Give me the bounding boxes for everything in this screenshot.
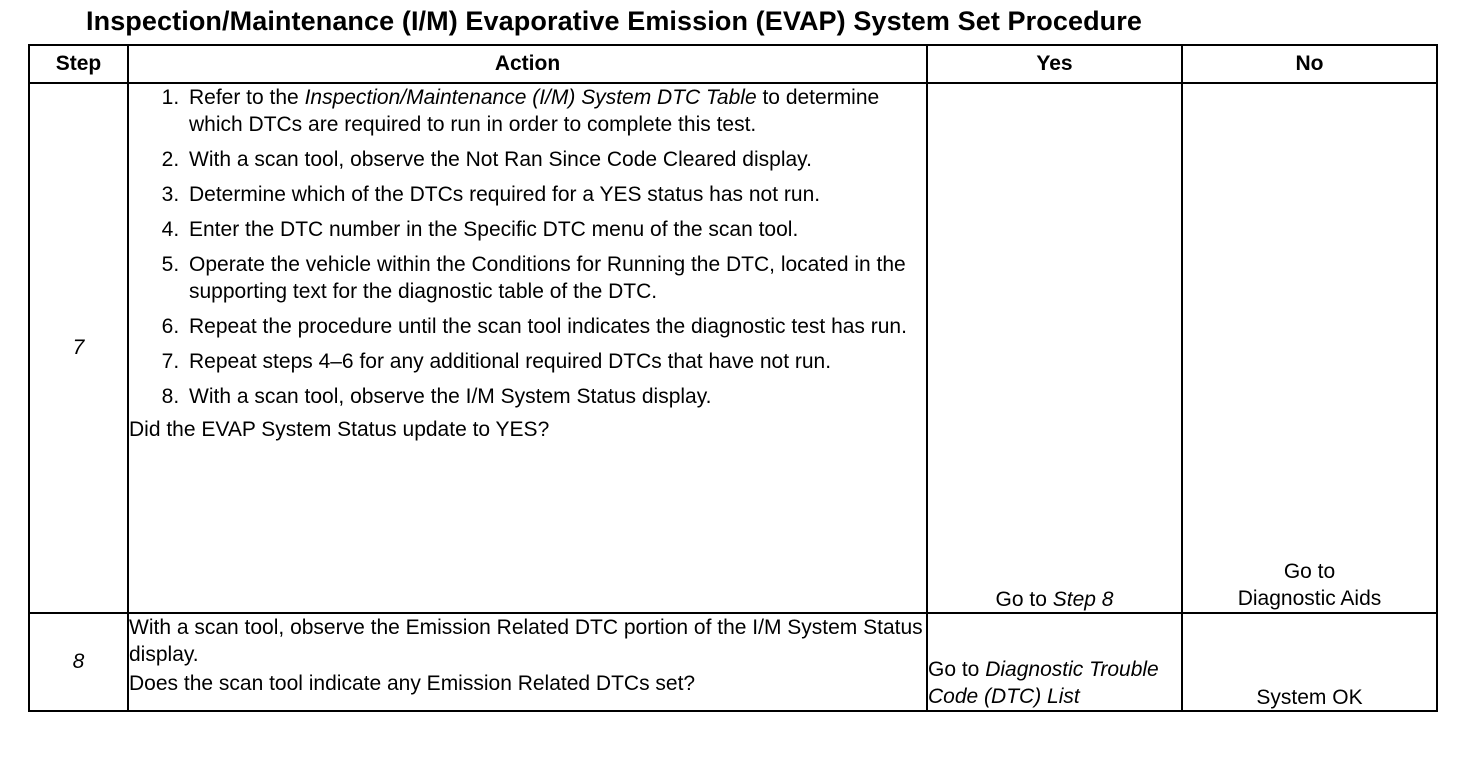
table-row-step-7 bbox=[29, 83, 1437, 613]
header-no: No bbox=[1182, 45, 1437, 83]
no-cell: System OK bbox=[1182, 613, 1437, 711]
table-row-step-8 bbox=[29, 613, 1437, 711]
step-number: 7 bbox=[29, 83, 128, 613]
action-cell bbox=[128, 83, 927, 613]
action-text: With a scan tool, observe the Emission Related DTC portion of the I/M System Status display. bbox=[129, 616, 923, 666]
yes-cell: Go to Diagnostic Trouble Code (DTC) List bbox=[927, 613, 1182, 711]
no-link[interactable]: Diagnostic Aids bbox=[1237, 587, 1382, 610]
header-yes: Yes bbox=[927, 45, 1182, 83]
header-action: Action bbox=[128, 45, 927, 83]
no-cell bbox=[1182, 83, 1437, 613]
header-step: Step bbox=[29, 45, 128, 83]
substep-8: 8. With a scan tool, observe the I/M System Status display. bbox=[185, 383, 926, 410]
substep-1: 1. Refer to the Inspection/Maintenance (I/M) System DTC Table to determine which DTCs are required to run in order to complete this test. bbox=[185, 84, 926, 138]
substep-6: 6. Repeat the procedure until the scan tool indicates the diagnostic test has run. bbox=[185, 313, 926, 340]
substep-list bbox=[129, 84, 926, 410]
step-question: Did the EVAP System Status update to YES? bbox=[129, 418, 550, 441]
page-title: Inspection/Maintenance (I/M) Evaporative Emission (EVAP) System Set Procedure bbox=[86, 6, 1142, 36]
substep-3: 3. Determine which of the DTCs required for a YES status has not run. bbox=[185, 181, 926, 208]
no-line-1: Go to bbox=[1283, 560, 1336, 583]
yes-link[interactable]: Diagnostic Trouble Code (DTC) List bbox=[928, 658, 1159, 708]
yes-link[interactable]: Step 8 bbox=[1052, 588, 1114, 611]
procedure-table bbox=[28, 44, 1438, 712]
substep-4: 4. Enter the DTC number in the Specific DTC menu of the scan tool. bbox=[185, 216, 926, 243]
substep-7: 7. Repeat steps 4–6 for any additional required DTCs that have not run. bbox=[185, 348, 926, 375]
step-question: Does the scan tool indicate any Emission Related DTCs set? bbox=[129, 672, 696, 695]
yes-cell: Go to Step 8 bbox=[927, 83, 1182, 613]
step-number: 8 bbox=[29, 613, 128, 711]
table-reference: Inspection/Maintenance (I/M) System DTC Table bbox=[304, 86, 757, 109]
substep-2: 2. With a scan tool, observe the Not Ran Since Code Cleared display. bbox=[185, 146, 926, 173]
table-header-row bbox=[29, 45, 1437, 83]
substep-5: 5. Operate the vehicle within the Conditions for Running the DTC, located in the supporting text for the diagnostic table of the DTC. bbox=[185, 251, 926, 305]
action-cell bbox=[128, 613, 927, 711]
